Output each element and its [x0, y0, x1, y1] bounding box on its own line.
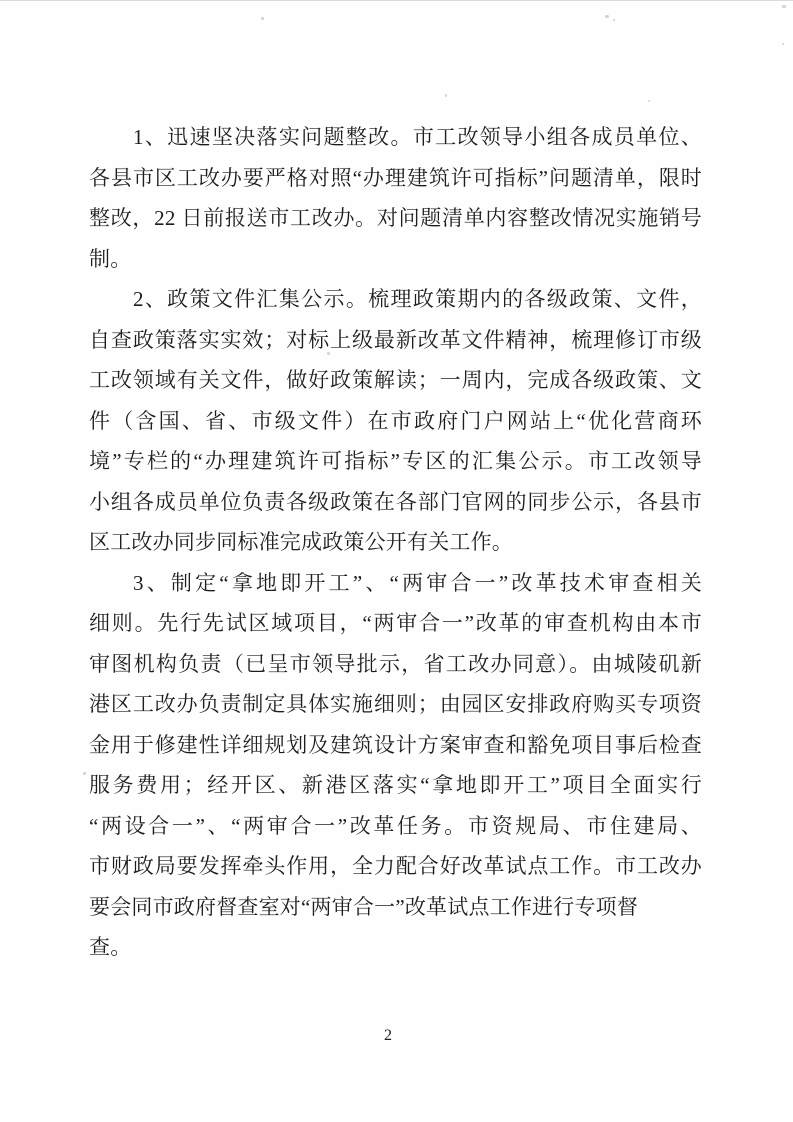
text-line: 要会同市政府督查室对“两审合一”改革试点工作进行专项督 [89, 894, 639, 919]
scan-speck [261, 17, 264, 20]
text-line: 件（含国、省、市级文件）在市政府门户网站上“优化营商环 [89, 408, 702, 433]
text-line: 整改，22 日前报送市工改办。对问题清单内容整改情况实施销号 [89, 206, 702, 230]
text-line: 港区工改办负责制定具体实施细则；由园区安排政府购买专项资 [89, 692, 702, 716]
text-line: 3、制定“拿地即开工”、“两审合一”改革技术审查相关 [133, 570, 702, 595]
paragraph [89, 563, 702, 968]
page-number: 2 [384, 1027, 392, 1044]
text-line: 小组各成员单位负责各级政策在各部门官网的同步公示，各县市 [89, 489, 702, 514]
text-line: 制。 [89, 246, 132, 271]
text-line: 自查政策落实实效；对标上级最新改革文件精神，梳理修订市级 [89, 327, 702, 352]
scan-speck [648, 100, 650, 102]
paragraph [89, 279, 702, 563]
scan-speck [445, 94, 447, 97]
scan-speck [782, 5, 786, 8]
scan-speck [83, 772, 86, 775]
document-body [89, 117, 702, 968]
paragraph [89, 117, 702, 279]
text-line: 查。 [89, 935, 132, 959]
text-line: 金用于修建性详细规划及建筑设计方案审查和豁免项目事后检查 [89, 732, 702, 757]
text-line: 市财政局要发挥牵头作用，全力配合好改革试点工作。市工改办 [89, 854, 702, 878]
text-line: 境”专栏的“办理建筑许可指标”专区的汇集公示。市工改领导 [89, 449, 702, 473]
scan-speck [782, 43, 784, 45]
text-line: 审图机构负责（已呈市领导批示，省工改办同意）。由城陵矶新 [89, 651, 702, 676]
scan-edge-line [0, 0, 793, 1]
scan-speck [605, 15, 609, 18]
text-line: 细则。先行先试区域项目，“两审合一”改革的审查机构由本市 [89, 611, 702, 635]
text-line: 工改领域有关文件，做好政策解读；一周内，完成各级政策、文 [89, 368, 702, 392]
text-line: 区工改办同步同标准完成政策公开有关工作。 [89, 530, 513, 554]
text-line: “两设合一”、“两审合一”改革任务。市资规局、市住建局、 [89, 813, 702, 838]
text-line: 1、迅速坚决落实问题整改。市工改领导小组各成员单位、 [133, 125, 702, 149]
scan-speck [613, 19, 615, 21]
text-line: 服务费用；经开区、新港区落实“拿地即开工”项目全面实行 [89, 773, 702, 797]
text-line: 各县市区工改办要严格对照“办理建筑许可指标”问题清单，限时 [89, 165, 702, 190]
text-line: 2、政策文件汇集公示。梳理政策期内的各级政策、文件， [133, 287, 702, 311]
